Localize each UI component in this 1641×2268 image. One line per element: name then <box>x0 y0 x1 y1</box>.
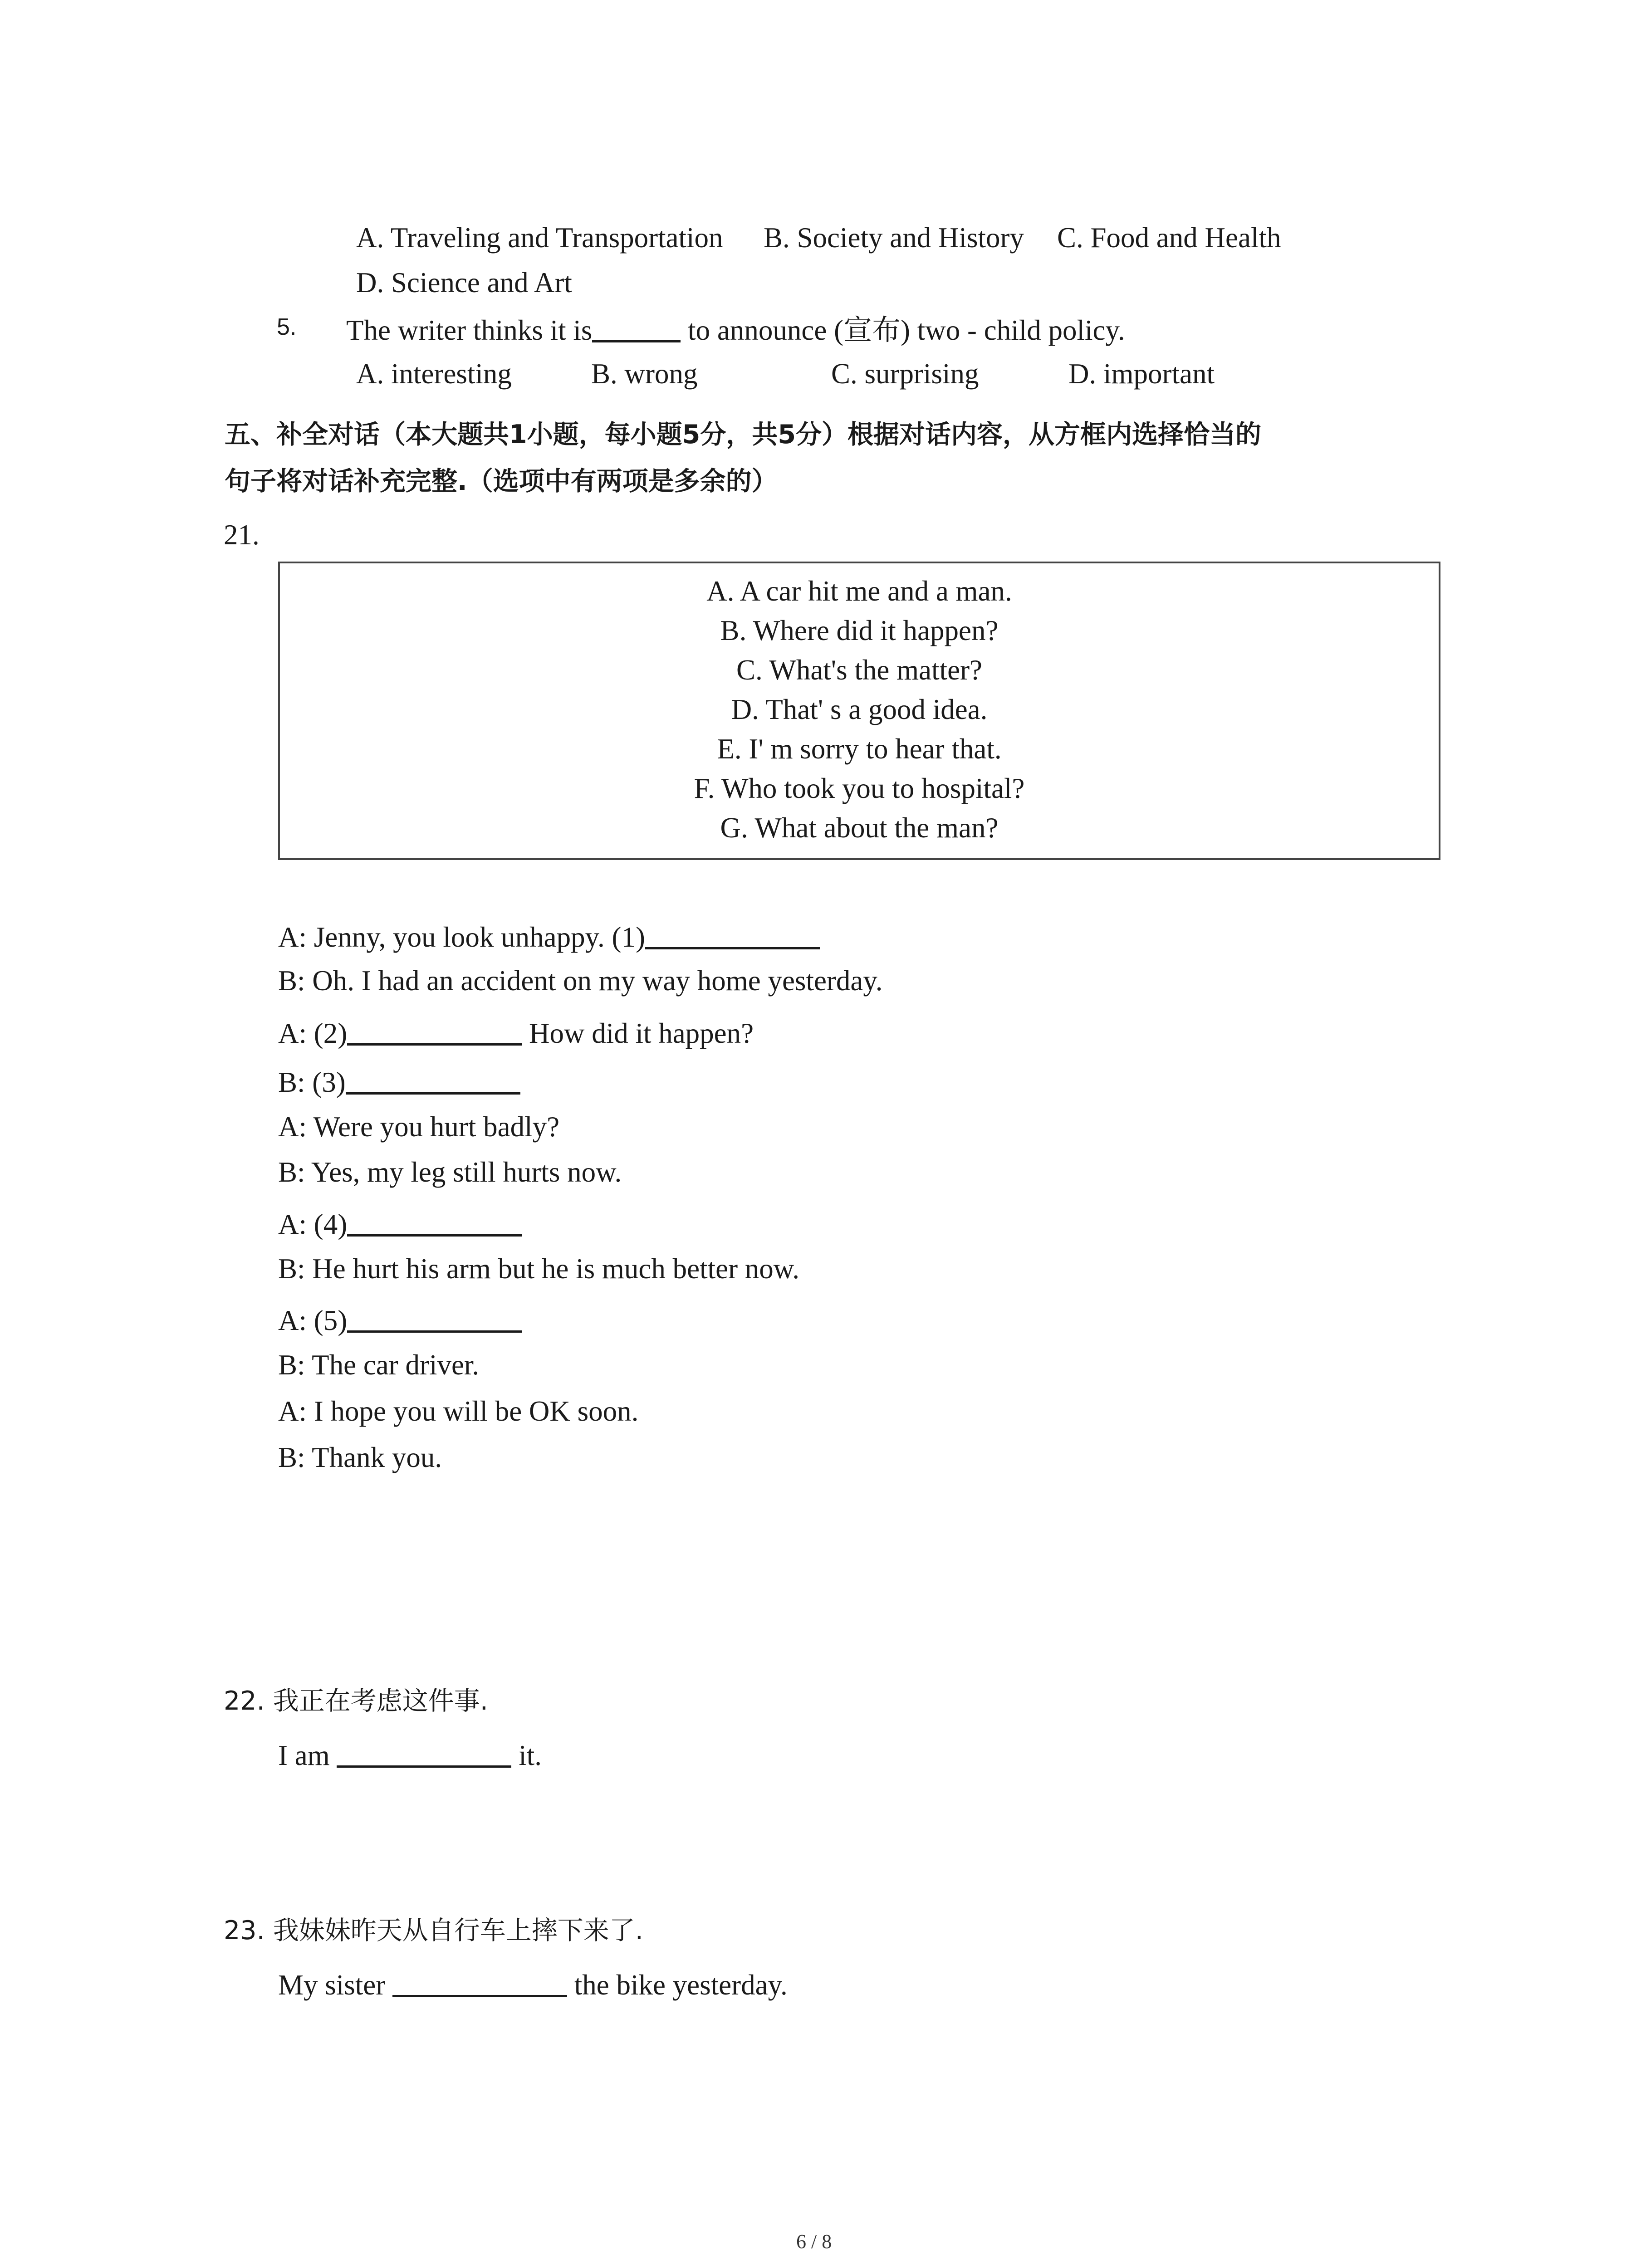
box-option-e: E. I' m sorry to hear that. <box>717 733 1002 765</box>
q22-prompt: 22. 我正在考虑这件事. <box>224 1686 488 1716</box>
q5-answer-blank[interactable] <box>592 314 681 342</box>
dialogue-blank-4[interactable] <box>347 1208 522 1237</box>
q22-after: it. <box>511 1740 542 1771</box>
q5-option-a: A. interesting <box>356 358 512 390</box>
q21-number: 21. <box>224 519 260 551</box>
dialogue-line-4 <box>278 1066 520 1097</box>
dialogue-blank-1[interactable] <box>645 921 820 949</box>
q22-answer-blank[interactable] <box>337 1739 511 1768</box>
q5-option-c: C. surprising <box>831 358 979 390</box>
dialogue-line-12: B: Thank you. <box>278 1442 442 1473</box>
dialogue-text-9: A: (5) <box>278 1305 348 1336</box>
q4-option-c: C. Food and Health <box>1057 222 1281 254</box>
q23-after: the bike yesterday. <box>567 1969 788 2001</box>
q5-option-b: B. wrong <box>591 358 698 390</box>
q23-sentence <box>278 1969 788 1999</box>
q23-prompt: 23. 我妹妹昨天从自行车上摔下来了. <box>224 1916 643 1945</box>
q23-answer-blank[interactable] <box>392 1969 567 1997</box>
q5-stem-before: The writer thinks it is <box>346 314 593 346</box>
box-option-f: F. Who took you to hospital? <box>694 772 1025 804</box>
section5-heading-line1: 五、补全对话（本大题共1小题，每小题5分，共5分）根据对话内容，从方框内选择恰当的 <box>225 420 1261 450</box>
dialogue-line-9 <box>278 1304 522 1335</box>
dialogue-text-7: A: (4) <box>278 1208 348 1240</box>
dialogue-blank-5[interactable] <box>347 1304 522 1333</box>
dialogue-blank-3[interactable] <box>346 1066 520 1095</box>
q22-sentence <box>278 1739 542 1770</box>
box-option-c: C. What's the matter? <box>736 654 983 686</box>
box-option-b: B. Where did it happen? <box>720 615 999 646</box>
dialogue-blank-2[interactable] <box>347 1017 522 1046</box>
dialogue-line-2: B: Oh. I had an accident on my way home yesterday. <box>278 965 883 997</box>
dialogue-line-10: B: The car driver. <box>278 1349 480 1381</box>
dialogue-line-11: A: I hope you will be OK soon. <box>278 1395 639 1427</box>
q22-before: I am <box>278 1740 337 1771</box>
q4-option-d: D. Science and Art <box>356 267 572 298</box>
page-number: 6 / 8 <box>796 2230 832 2253</box>
box-option-g: G. What about the man? <box>720 812 999 844</box>
q23-before: My sister <box>278 1969 392 2001</box>
dialogue-line-5: A: Were you hurt badly? <box>278 1111 560 1143</box>
q5-number: 5. <box>277 314 297 340</box>
dialogue-line-6: B: Yes, my leg still hurts now. <box>278 1156 622 1188</box>
dialogue-line-7 <box>278 1208 522 1239</box>
dialogue-line-8: B: He hurt his arm but he is much better now. <box>278 1253 799 1285</box>
q4-option-a: A. Traveling and Transportation <box>356 222 723 254</box>
q5-stem-after: to announce (宣布) two - child policy. <box>681 314 1125 346</box>
q5-stem <box>346 314 1125 345</box>
q21-options-box <box>278 562 1440 860</box>
q4-option-b: B. Society and History <box>764 222 1024 254</box>
section5-heading-line2: 句子将对话补充完整.（选项中有两项是多余的） <box>225 466 778 496</box>
dialogue-text-3-after: How did it happen? <box>522 1017 754 1049</box>
q5-option-d: D. important <box>1068 358 1215 390</box>
box-option-d: D. That' s a good idea. <box>731 694 988 725</box>
dialogue-line-1 <box>278 921 820 952</box>
dialogue-text-1: A: Jenny, you look unhappy. (1) <box>278 921 645 953</box>
dialogue-text-3: A: (2) <box>278 1017 348 1049</box>
dialogue-text-4: B: (3) <box>278 1066 346 1098</box>
dialogue-line-3 <box>278 1017 754 1048</box>
box-option-a: A. A car hit me and a man. <box>706 575 1012 607</box>
